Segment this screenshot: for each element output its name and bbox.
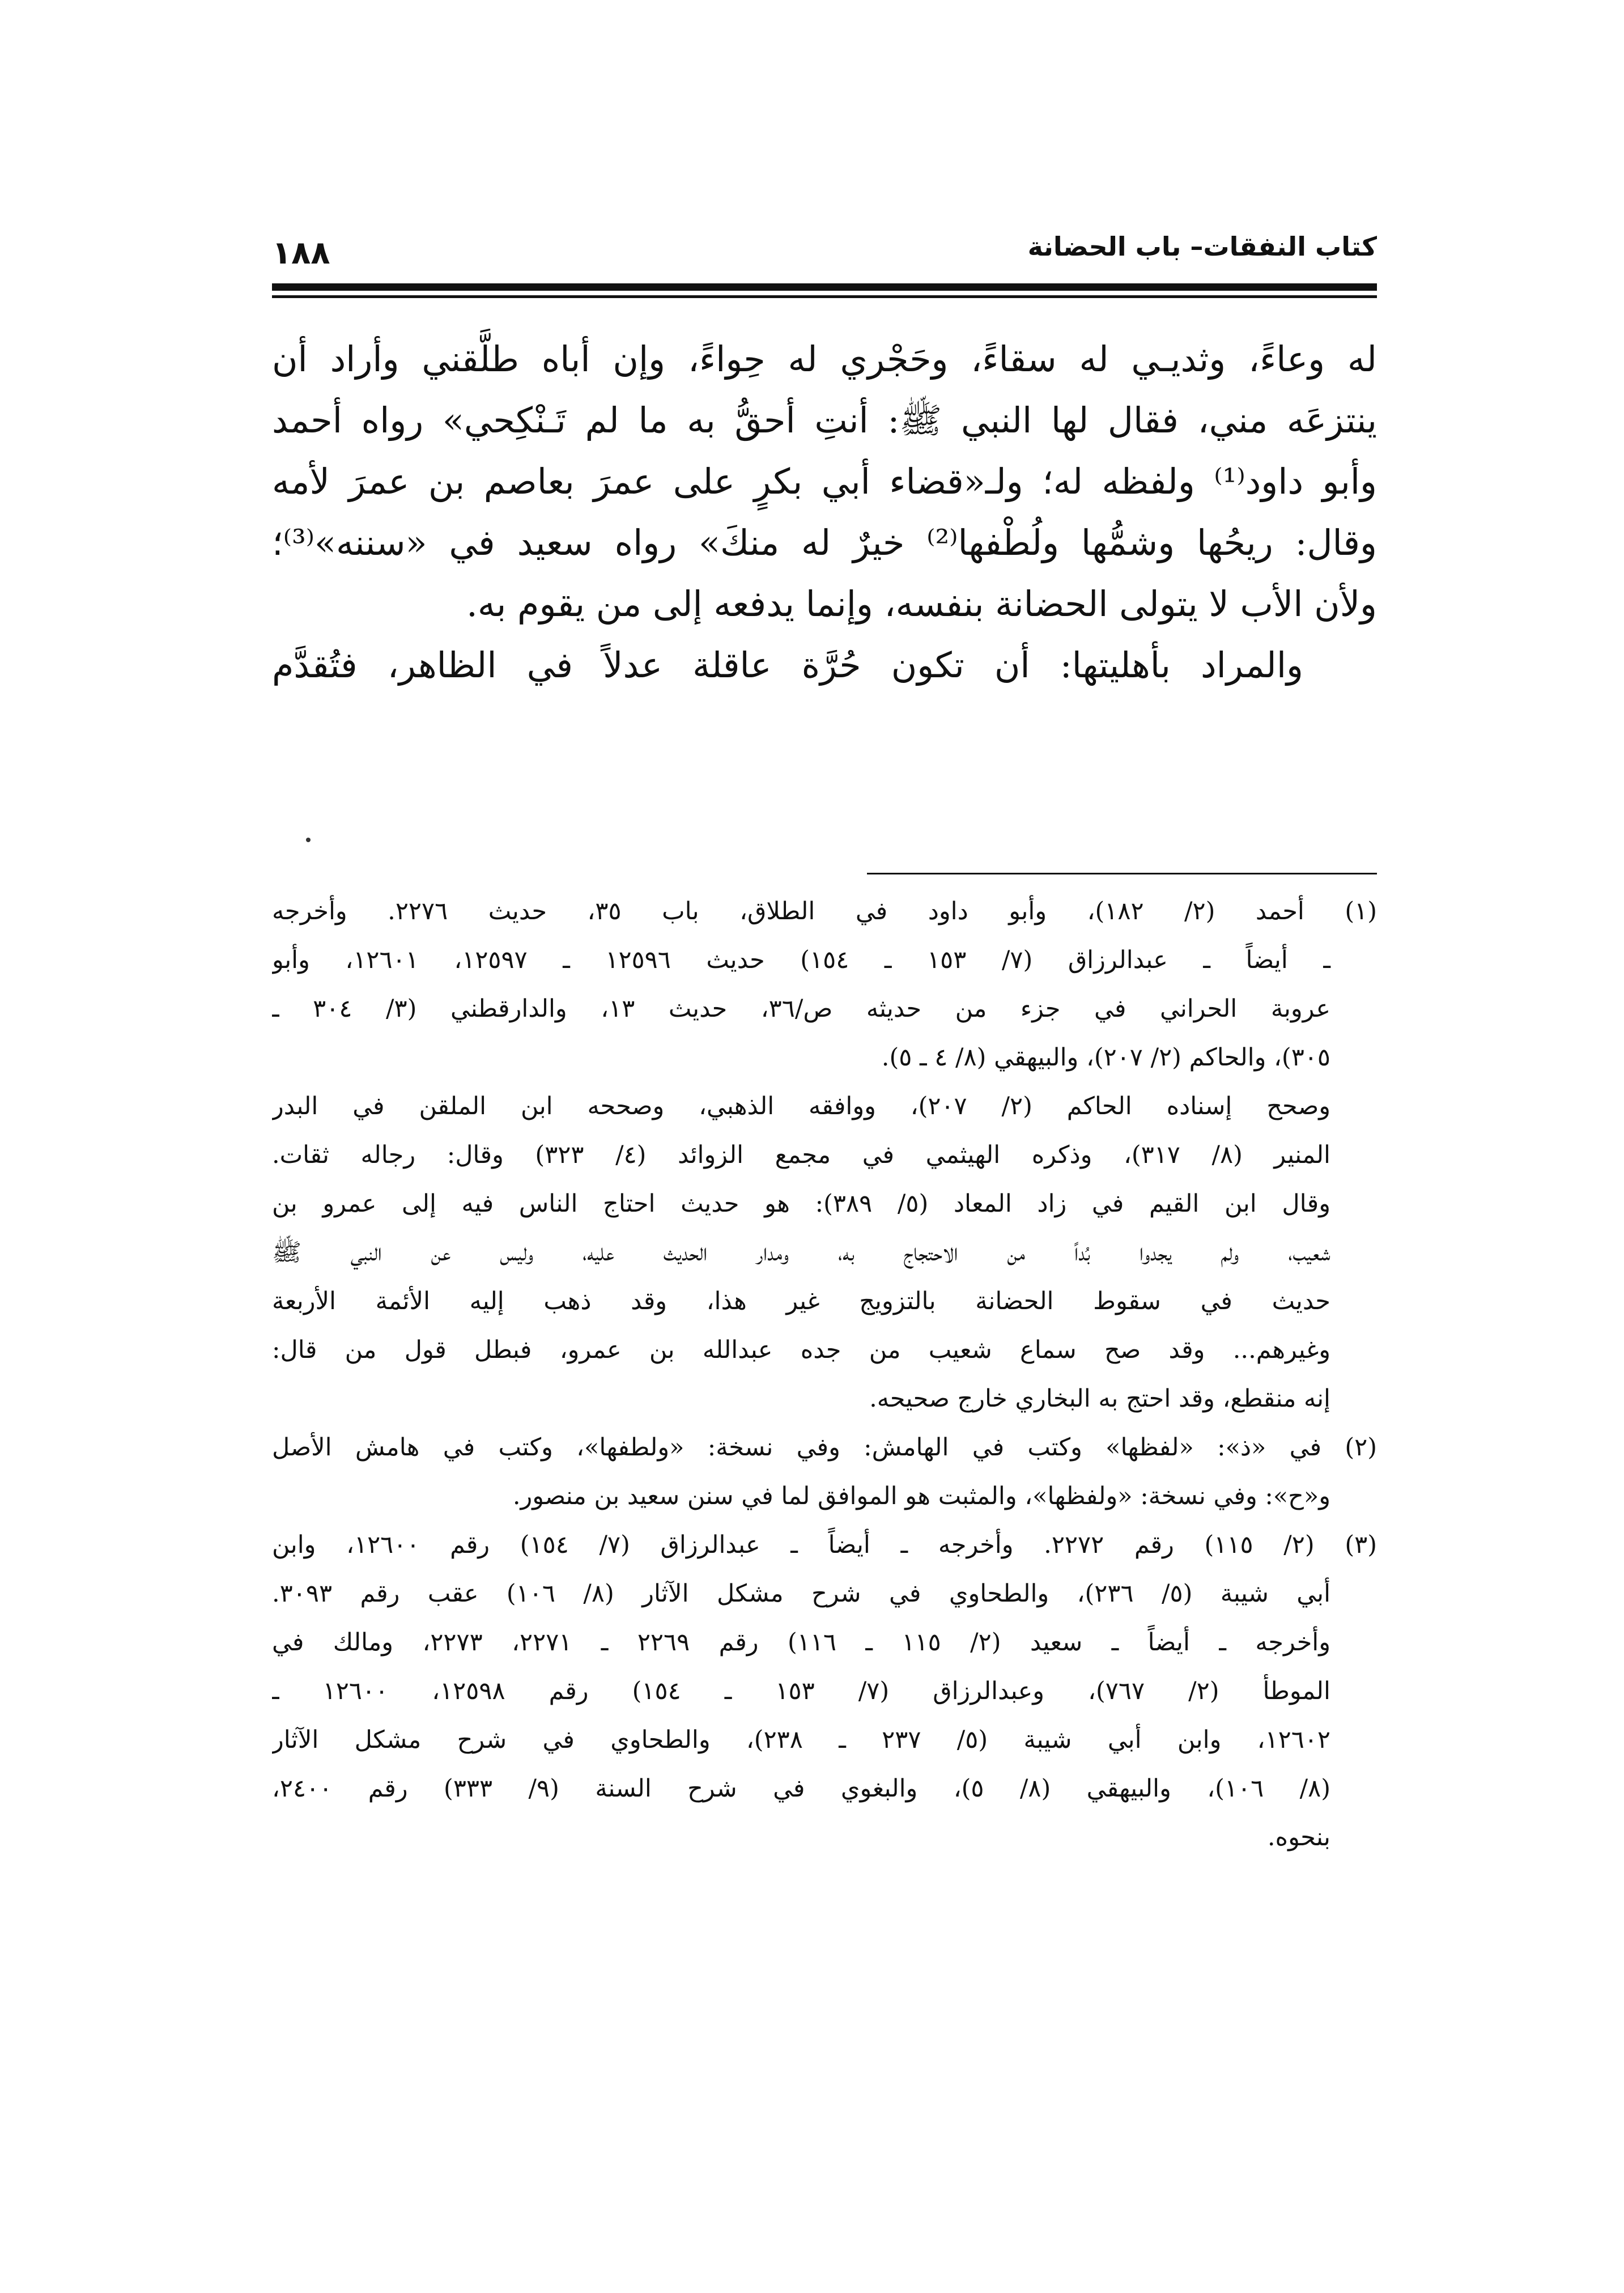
body-line: ينتزعَه مني، فقال لها النبي ﷺ: أنتِ أحقُّ به ما لم تَـنْكِحي» رواه أحمد — [272, 400, 1377, 441]
footnote-line: (١) أحمد (٢/ ١٨٢)، وأبو داود في الطلاق، باب ٣٥، حديث ٢٢٧٦. وأخرجه — [272, 897, 1377, 925]
footnote-line: وأخرجه ـ أيضاً ـ سعيد (٢/ ١١٥ ـ ١١٦) رقم ٢٢٦٩ ـ ٢٢٧١، ٢٢٧٣، ومالك في — [272, 1628, 1331, 1657]
footnote-line: ـ أيضاً ـ عبدالرزاق (٧/ ١٥٣ ـ ١٥٤) حديث ١٢٥٩٦ ـ ١٢٥٩٧، ١٢٦٠١، وأبو — [272, 946, 1330, 974]
scan-speck — [306, 838, 311, 842]
footnote-line: شعيب، ولم يجدوا بُداً من الاحتجاج به، ومدار الحديث عليه، وليس عن النبي ﷺ — [272, 1238, 1330, 1267]
footnote-line: أبي شيبة (٥/ ٢٣٦)، والطحاوي في شرح مشكل الآثار (٨/ ١٠٦) عقب رقم ٣٠٩٣. — [272, 1579, 1331, 1608]
main-text — [272, 329, 1377, 696]
chapter-title: كتاب النفقات– باب الحضانة — [1027, 231, 1377, 262]
footnote-line: ٣٠٥)، والحاكم (٢/ ٢٠٧)، والبيهقي (٨/ ٤ ـ ٥). — [881, 1043, 1330, 1072]
footnote-line: ١٢٦٠٢، وابن أبي شيبة (٥/ ٢٣٧ ـ ٢٣٨)، والطحاوي في شرح مشكل الآثار — [272, 1726, 1331, 1754]
footnote-line: عروبة الحراني في جزء من حديثه ص/٣٦، حديث ١٣، والدارقطني (٣/ ٣٠٤ ـ — [272, 995, 1330, 1023]
body-line: وأبو داود⁽¹⁾ ولفظه له؛ ولـ«قضاء أبي بكرٍ على عمرَ بعاصم بن عمرَ لأمه — [272, 461, 1377, 502]
footnote-line: الموطأ (٢/ ٧٦٧)، وعبدالرزاق (٧/ ١٥٣ ـ ١٥٤) رقم ١٢٥٩٨، ١٢٦٠٠ ـ — [272, 1677, 1330, 1705]
footnote-line: و«ح»: وفي نسخة: «ولفظها»، والمثبت هو الموافق لما في سنن سعيد بن منصور. — [512, 1482, 1330, 1510]
footnotes — [272, 887, 1377, 1862]
footnote-line: وغيرهم... وقد صح سماع شعيب من جده عبدالله بن عمرو، فبطل قول من قال: — [272, 1336, 1330, 1364]
footnote-line: (٢) في «ذ»: «لفظها» وكتب في الهامش: وفي نسخة: «ولطفها»، وكتب في هامش الأصل — [272, 1433, 1377, 1462]
footnote-line: (٣) (٢/ ١١٥) رقم ٢٢٧٢. وأخرجه ـ أيضاً ـ عبدالرزاق (٧/ ١٥٤) رقم ١٢٦٠٠، وابن — [272, 1531, 1377, 1559]
header-rule-thin — [272, 295, 1377, 298]
footnote-line: وصحح إسناده الحاكم (٢/ ٢٠٧)، ووافقه الذهبي، وصححه ابن الملقن في البدر — [272, 1092, 1330, 1120]
footnote-line: إنه منقطع، وقد احتج به البخاري خارج صحيحه. — [869, 1385, 1330, 1413]
running-header — [272, 224, 1377, 269]
footnote-line: (٨/ ١٠٦)، والبيهقي (٨/ ٥)، والبغوي في شرح السنة (٩/ ٣٣٣) رقم ٢٤٠٠، — [272, 1774, 1331, 1803]
footnote-line: وقال ابن القيم في زاد المعاد (٥/ ٣٨٩): هو حديث احتاج الناس فيه إلى عمرو بن — [272, 1190, 1330, 1218]
body-line: وقال: ريحُها وشمُّها ولُطْفها⁽²⁾ خيرٌ له منكَ» رواه سعيد في «سننه»⁽³⁾؛ — [272, 522, 1377, 563]
page-number: ١٨٨ — [272, 235, 330, 271]
body-line: له وعاءً، وثديـي له سقاءً، وحَجْري له حِواءً، وإن أباه طلَّقني وأراد أن — [272, 338, 1377, 380]
body-line: ولأن الأب لا يتولى الحضانة بنفسه، وإنما يدفعه إلى من يقوم به. — [466, 583, 1377, 625]
body-line-paragraph-start: والمراد بأهليتها: أن تكون حُرَّة عاقلة عدلاً في الظاهر، فتُقدَّم — [272, 644, 1303, 686]
footnote-line: المنير (٨/ ٣١٧)، وذكره الهيثمي في مجمع الزوائد (٤/ ٣٢٣) وقال: رجاله ثقات. — [272, 1141, 1331, 1169]
footnote-line: حديث في سقوط الحضانة بالتزويج غير هذا، وقد ذهب إليه الأئمة الأربعة — [272, 1287, 1330, 1315]
header-rule-thick — [272, 283, 1377, 291]
footnote-separator — [867, 873, 1377, 874]
footnote-line: بنحوه. — [1267, 1823, 1330, 1852]
